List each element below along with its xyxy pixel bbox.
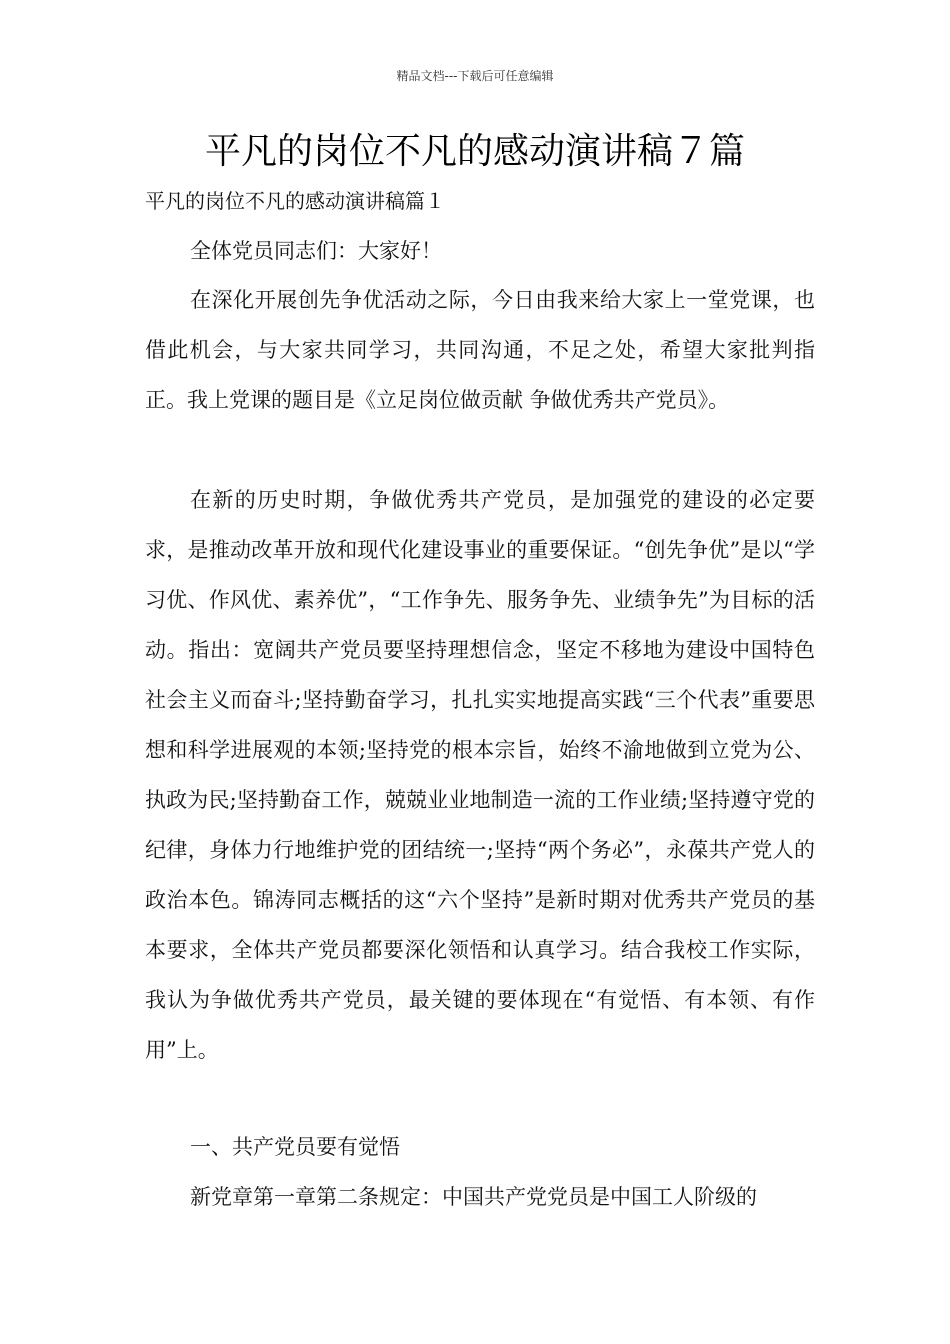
header-note: 精品文档---下载后可任意编辑 xyxy=(396,69,554,83)
section-subtitle: 平凡的岗位不凡的感动演讲稿篇１ xyxy=(145,189,445,213)
paragraph-main: 在新的历史时期，争做优秀共产党员，是加强党的建设的必定要求，是推动改革开放和现代化建设事业的重要保证。“创先争优”是以“学习优、作风优、素养优”，“工作争先、服务争先、业绩争先”为目标的活动。指出：宽阔共产党员要坚持理想信念，坚定不移地为建设中国特色社会主义而奋斗;坚持勤奋学习，扎扎实实地提高实践“三个代表”重要思想和科学进展观的本领;坚持党的根本宗旨，始终不渝地做到立党为公、执政为民;坚持勤奋工作，兢兢业业地制造一流的工作业绩;坚持遵守党的纪律，身体力行地维护党的团结统一;坚持“两个务必”，永葆共产党人的政治本色。锦涛同志概括的这“六个坚持”是新时期对优秀共产党员的基本要求，全体共产党员都要深化领悟和认真学习。结合我校工作实际，我认为争做优秀共产党员，最关键的要体现在“有觉悟、有本领、有作用”上。 xyxy=(145,488,815,1062)
paragraph-intro: 在深化开展创先争优活动之际，今日由我来给大家上一堂党课，也借此机会，与大家共同学习，共同沟通，不足之处，希望大家批判指正。我上党课的题目是《立足岗位做贡献 争做优秀共产党员》。 xyxy=(145,288,815,412)
document-title: 平凡的岗位不凡的感动演讲稿７篇 xyxy=(204,131,745,172)
paragraph-greeting: 全体党员同志们：大家好！ xyxy=(190,239,442,263)
section-heading-1: 一、共产党员要有觉悟 xyxy=(190,1135,400,1159)
paragraph-party-rule: 新党章第一章第二条规定：中国共产党党员是中国工人阶级的 xyxy=(190,1185,757,1209)
